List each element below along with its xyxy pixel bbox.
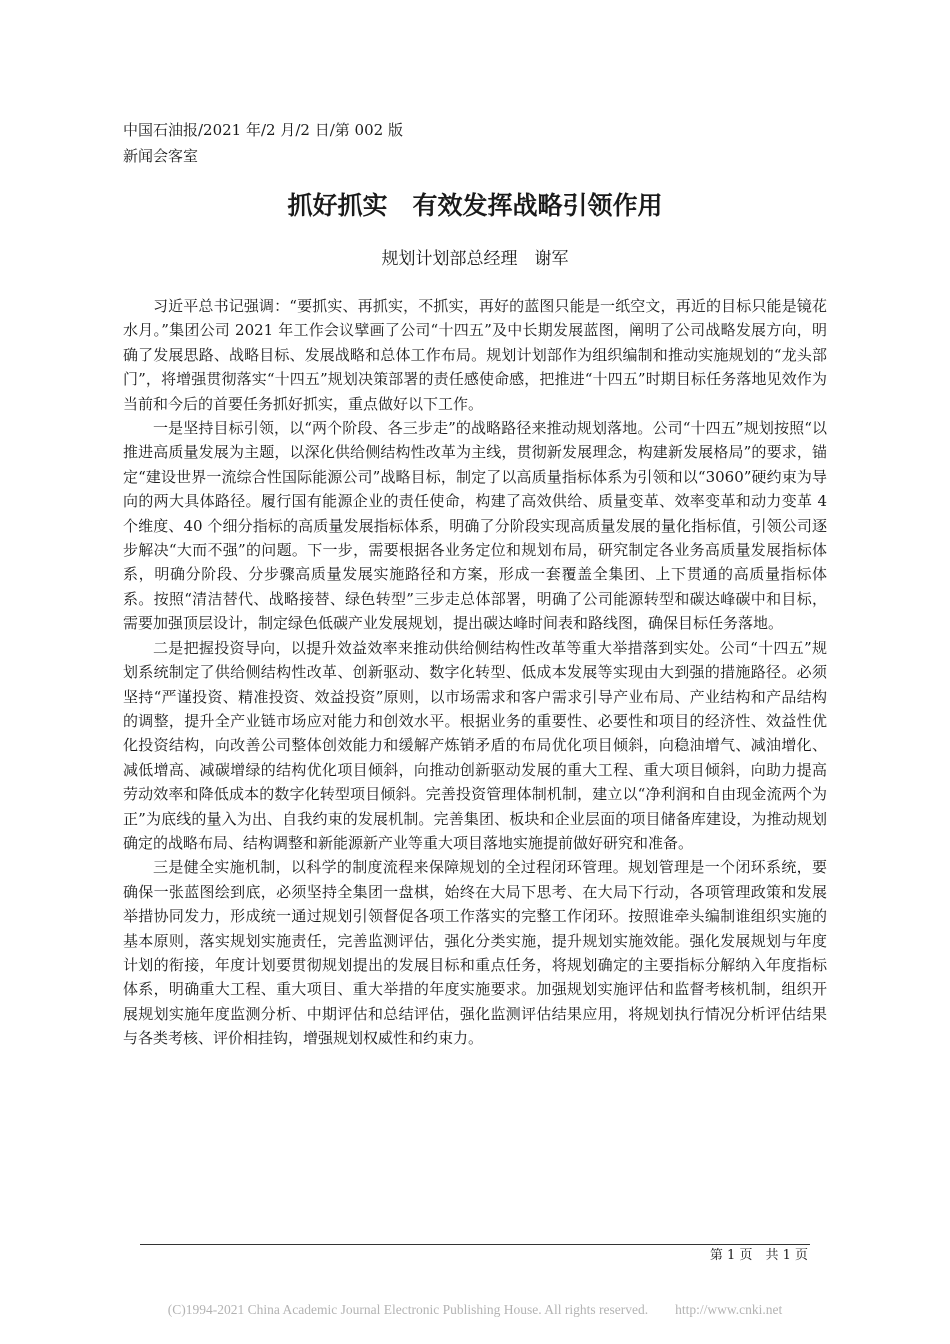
article-title: 抓好抓实 有效发挥战略引领作用 <box>287 191 663 220</box>
article-body <box>123 294 827 1051</box>
footer-divider <box>140 1244 810 1245</box>
paragraph-first-point: 一是坚持目标引领，以“两个阶段、各三步走”的战略路径来推动规划落地。公司“十四五”规划按照“以推进高质量发展为主题，以深化供给侧结构性改革为主线，贯彻新发展理念，构建新发展格局”的要求，锚定“建设世界一流综合性国际能源公司”战略目标，制定了以高质量指标体系为引领和以“3060”硬约束为导向的两大具体路径。履行国有能源企业的责任使命，构建了高效供给、质量变革、效率变革和动力变革 4 个维度、40 个细分指标的高质量发展指标体系，明确了分阶段实现高质量发展的量化指标值，引领公司逐步解决“大而不强”的问题。下一步，需要根据各业务定位和规划布局，研究制定各业务高质量发展指标体系，明确分阶段、分步骤高质量发展实施路径和方案，形成一套覆盖全集团、上下贯通的高质量指标体系。按照“清洁替代、战略接替、绿色转型”三步走总体部署，明确了公司能源转型和碳达峰碳中和目标，需要加强顶层设计，制定绿色低碳产业发展规划，提出碳达峰时间表和路线图，确保目标任务落地。 <box>123 419 827 633</box>
article-author: 规划计划部总经理 谢军 <box>381 249 569 269</box>
page-number: 第 1 页 共 1 页 <box>709 1248 808 1263</box>
publication-line: 中国石油报/2021 年/2 月/2 日/第 002 版 <box>123 121 403 139</box>
paragraph-second-point: 二是把握投资导向，以提升效益效率来推动供给侧结构性改革等重大举措落到实处。公司“十四五”规划系统制定了供给侧结构性改革、创新驱动、数字化转型、低成本发展等实现由大到强的措施路径。必须坚持“严谨投资、精准投资、效益投资”原则，以市场需求和客户需求引导产业布局、产业结构和产品结构的调整，提升全产业链市场应对能力和创效水平。根据业务的重要性、必要性和项目的经济性、效益性优化投资结构，向改善公司整体创效能力和缓解产炼销矛盾的布局优化项目倾斜，向稳油增气、减油增化、减低增高、减碳增绿的结构优化项目倾斜，向推动创新驱动发展的重大工程、重大项目倾斜，向助力提高劳动效率和降低成本的数字化转型项目倾斜。完善投资管理体制机制，建立以“净利润和自由现金流两个为正”为底线的量入为出、自我约束的发展机制。完善集团、板块和企业层面的项目储备库建设，为推动规划确定的战略布局、结构调整和新能源新产业等重大项目落地实施提前做好研究和准备。 <box>123 638 827 852</box>
column-name: 新闻会客室 <box>123 147 199 165</box>
paragraph-intro: 习近平总书记强调：“要抓实、再抓实，不抓实，再好的蓝图只能是一纸空文，再近的目标只能是镜花水月。”集团公司 2021 年工作会议擘画了公司“十四五”及中长期发展蓝图，阐明了公司战略发展方向，明确了发展思路、战略目标、发展战略和总体工作布局。规划计划部作为组织编制和推动实施规划的“龙头部门”，将增强贯彻落实“十四五”规划决策部署的责任感使命感，把推进“十四五”时期目标任务落地见效作为当前和今后的首要任务抓好抓实，重点做好以下工作。 <box>123 297 827 413</box>
copyright-watermark: (C)1994-2021 China Academic Journal Electronic Publishing House. All rights reserved. http://www.cnki.net <box>167 1302 783 1317</box>
source-info <box>123 117 403 169</box>
paragraph-third-point: 三是健全实施机制，以科学的制度流程来保障规划的全过程闭环管理。规划管理是一个闭环系统，要确保一张蓝图绘到底，必须坚持全集团一盘棋，始终在大局下思考、在大局下行动，各项管理政策和发展举措协同发力，形成统一通过规划引领督促各项工作落实的完整工作闭环。按照谁牵头编制谁组织实施的基本原则，落实规划实施责任，完善监测评估，强化分类实施，提升规划实施效能。强化发展规划与年度计划的衔接，年度计划要贯彻规划提出的发展目标和重点任务，将规划确定的主要指标分解纳入年度指标体系，明确重大工程、重大项目、重大举措的年度实施要求。加强规划实施评估和监督考核机制，组织开展规划实施年度监测分析、中期评估和总结评估，强化监测评估结果应用，将规划执行情况分析评估结果与各类考核、评价相挂钩，增强规划权威性和约束力。 <box>123 858 827 1048</box>
